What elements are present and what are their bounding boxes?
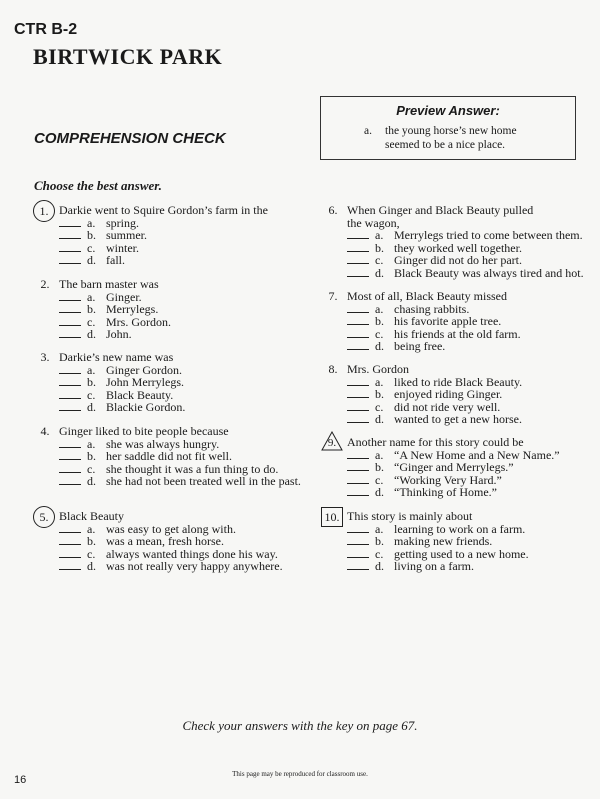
option-letter: d. — [375, 339, 384, 353]
answer-blank[interactable] — [59, 535, 81, 545]
answer-blank[interactable] — [347, 449, 369, 459]
question-number-triangle-mark — [321, 431, 343, 451]
answer-blank[interactable] — [59, 450, 81, 460]
question-stem: Another name for this story could be — [347, 435, 524, 449]
answer-option — [347, 460, 514, 474]
option-letter: c. — [375, 253, 384, 267]
option-text: learning to work on a farm. — [394, 521, 526, 536]
option-text: summer. — [106, 228, 147, 242]
answer-option — [59, 314, 171, 329]
option-text: winter. — [106, 240, 139, 255]
answer-option — [347, 240, 522, 255]
question-stem: When Ginger and Black Beauty pulled — [347, 203, 534, 217]
option-text: chasing rabbits. — [394, 301, 470, 316]
option-letter: a. — [375, 301, 384, 316]
option-text: Merrylegs. — [106, 302, 159, 316]
option-letter: a. — [375, 447, 384, 462]
answer-option — [59, 302, 159, 316]
option-letter: b. — [87, 449, 96, 463]
answer-blank[interactable] — [347, 328, 369, 338]
answer-blank[interactable] — [347, 401, 369, 411]
answer-blank[interactable] — [347, 523, 369, 533]
option-text: always wanted things done his way. — [106, 546, 278, 561]
option-letter: d. — [375, 485, 384, 499]
answer-blank[interactable] — [347, 242, 369, 252]
answer-option — [347, 339, 446, 353]
answer-blank[interactable] — [59, 242, 81, 252]
option-text: Black Beauty was always tired and hot. — [394, 265, 584, 280]
option-letter: d. — [375, 412, 384, 426]
answer-blank[interactable] — [347, 474, 369, 484]
answer-blank[interactable] — [59, 463, 81, 473]
answer-blank[interactable] — [59, 376, 81, 386]
option-text: was a mean, fresh horse. — [106, 534, 224, 548]
answer-option — [59, 289, 142, 304]
option-text: making new friends. — [394, 534, 493, 548]
option-text: she had not been treated well in the past. — [106, 474, 301, 488]
option-letter: a. — [375, 521, 384, 536]
answer-blank[interactable] — [59, 548, 81, 558]
worksheet-code: CTR B-2 — [14, 21, 78, 38]
question-stem: Darkie’s new name was — [59, 350, 174, 364]
answer-blank[interactable] — [59, 217, 81, 227]
page-title: BIRTWICK PARK — [33, 44, 223, 69]
answer-key-note: Check your answers with the key on page 67. — [182, 718, 418, 733]
answer-option — [347, 546, 529, 561]
option-letter: c. — [87, 387, 96, 402]
option-text: his friends at the old farm. — [394, 326, 521, 341]
answer-blank[interactable] — [59, 303, 81, 313]
option-text: fall. — [106, 253, 125, 267]
answer-option — [59, 400, 186, 414]
answer-blank[interactable] — [347, 267, 369, 277]
option-letter: a. — [87, 362, 96, 377]
question-number: 7. — [328, 289, 338, 303]
option-letter: b. — [87, 534, 96, 548]
option-letter: d. — [87, 253, 96, 267]
answer-blank[interactable] — [59, 291, 81, 301]
option-text: Ginger Gordon. — [106, 362, 182, 377]
answer-blank[interactable] — [347, 413, 369, 423]
option-text: was easy to get along with. — [106, 521, 236, 536]
question-stem: Mrs. Gordon — [347, 362, 409, 376]
option-text: liked to ride Black Beauty. — [394, 374, 523, 389]
answer-option — [59, 228, 147, 242]
answer-option — [347, 534, 493, 548]
question-stem: Darkie went to Squire Gordon’s farm in the — [59, 203, 268, 217]
option-letter: d. — [375, 559, 384, 573]
answer-option — [59, 449, 232, 463]
answer-option — [347, 521, 526, 536]
answer-option — [347, 253, 522, 267]
answer-option — [347, 399, 501, 414]
answer-option — [59, 474, 301, 488]
option-text: Merrylegs tried to come between them. — [394, 228, 583, 242]
option-letter: b. — [375, 240, 384, 255]
option-letter: c. — [87, 314, 96, 329]
question-number: 8. — [328, 362, 338, 376]
option-letter: c. — [375, 546, 384, 561]
question-number: 2. — [40, 277, 50, 291]
option-text: John. — [106, 327, 132, 341]
answer-blank[interactable] — [347, 535, 369, 545]
option-letter: c. — [87, 240, 96, 255]
instruction: Choose the best answer. — [34, 178, 162, 193]
option-text: wanted to get a new horse. — [394, 412, 522, 426]
answer-option — [347, 314, 502, 328]
option-letter: b. — [375, 387, 384, 401]
option-text: “A New Home and a New Name.” — [394, 447, 560, 462]
question-number: 6. — [328, 203, 338, 217]
option-letter: a. — [87, 436, 96, 451]
answer-blank[interactable] — [59, 328, 81, 338]
option-text: his favorite apple tree. — [394, 314, 502, 328]
preview-answer-title: Preview Answer: — [396, 103, 500, 118]
option-text: her saddle did not fit well. — [106, 449, 232, 463]
answer-option — [59, 215, 139, 230]
option-letter: d. — [87, 474, 96, 488]
answer-blank[interactable] — [347, 303, 369, 313]
question-stem: the wagon, — [347, 215, 400, 230]
option-text: John Merrylegs. — [106, 375, 184, 389]
answer-blank[interactable] — [59, 560, 81, 570]
option-letter: b. — [375, 314, 384, 328]
option-letter: d. — [87, 400, 96, 414]
answer-option — [347, 265, 584, 280]
option-text: Blackie Gordon. — [106, 400, 186, 414]
option-letter: d. — [375, 265, 384, 280]
answer-blank[interactable] — [59, 523, 81, 533]
answer-option — [347, 387, 503, 401]
answer-option — [59, 546, 278, 561]
question-stem: Black Beauty — [59, 509, 124, 523]
option-letter: d. — [87, 327, 96, 341]
answer-option — [347, 472, 502, 487]
option-letter: b. — [375, 534, 384, 548]
option-letter: b. — [375, 460, 384, 474]
option-letter: a. — [375, 228, 384, 242]
answer-option — [59, 461, 279, 476]
option-letter: c. — [375, 326, 384, 341]
answer-option — [347, 228, 583, 242]
question-number: 1. — [33, 200, 55, 222]
option-text: “Working Very Hard.” — [394, 472, 502, 487]
option-text: did not ride very well. — [394, 399, 501, 414]
option-letter: c. — [375, 472, 384, 487]
option-letter: a. — [87, 289, 96, 304]
option-text: enjoyed riding Ginger. — [394, 387, 503, 401]
option-text: “Thinking of Home.” — [394, 485, 497, 499]
option-letter: c. — [375, 399, 384, 414]
option-text: was not really very happy anywhere. — [106, 559, 283, 573]
answer-blank[interactable] — [59, 475, 81, 485]
answer-blank[interactable] — [59, 229, 81, 239]
preview-answer-line: the young horse’s new home — [385, 125, 517, 137]
option-letter: a. — [375, 374, 384, 389]
answer-blank[interactable] — [347, 340, 369, 350]
option-text: she thought it was a fun thing to do. — [106, 461, 279, 476]
answer-blank[interactable] — [59, 316, 81, 326]
answer-option — [59, 327, 132, 341]
option-letter: a. — [87, 215, 96, 230]
question-stem: This story is mainly about — [347, 509, 473, 523]
answer-option — [347, 326, 521, 341]
option-text: they worked well together. — [394, 240, 522, 255]
option-letter: d. — [87, 559, 96, 573]
option-text: spring. — [106, 215, 139, 230]
question-number: 9. — [327, 437, 337, 449]
answer-blank[interactable] — [347, 388, 369, 398]
answer-blank[interactable] — [347, 229, 369, 239]
option-text: Ginger. — [106, 289, 142, 304]
option-letter: b. — [87, 375, 96, 389]
answer-option — [59, 436, 220, 451]
section-title: COMPREHENSION CHECK — [34, 130, 226, 147]
option-text: Ginger did not do her part. — [394, 253, 522, 267]
answer-blank[interactable] — [59, 254, 81, 264]
answer-option — [347, 447, 560, 462]
answer-option — [59, 387, 174, 402]
answer-option — [59, 362, 182, 377]
reproduce-note: This page may be reproduced for classroom use. — [232, 770, 368, 778]
preview-answer-line: seemed to be a nice place. — [385, 139, 506, 151]
answer-option — [347, 374, 523, 389]
preview-answer-letter: a. — [364, 125, 372, 137]
answer-option — [59, 253, 125, 267]
answer-blank[interactable] — [59, 401, 81, 411]
question-stem: Ginger liked to bite people because — [59, 424, 229, 438]
question-number: 10. — [321, 507, 343, 527]
answer-blank[interactable] — [347, 376, 369, 386]
question-number: 5. — [33, 506, 55, 528]
answer-option — [347, 485, 497, 499]
answer-option — [59, 521, 236, 536]
answer-option — [59, 534, 224, 548]
option-text: Black Beauty. — [106, 387, 174, 402]
answer-blank[interactable] — [347, 486, 369, 496]
answer-option — [347, 301, 470, 316]
option-text: she was always hungry. — [106, 436, 220, 451]
page-number: 16 — [14, 774, 27, 786]
option-text: living on a farm. — [394, 559, 474, 573]
option-text: Mrs. Gordon. — [106, 314, 171, 329]
option-letter: b. — [87, 228, 96, 242]
answer-option — [347, 412, 522, 426]
answer-blank[interactable] — [347, 548, 369, 558]
option-text: getting used to a new home. — [394, 546, 529, 561]
question-number: 4. — [40, 424, 50, 438]
answer-option — [59, 559, 283, 573]
answer-blank[interactable] — [347, 461, 369, 471]
option-letter: a. — [87, 521, 96, 536]
answer-blank[interactable] — [59, 389, 81, 399]
option-text: being free. — [394, 339, 446, 353]
answer-blank[interactable] — [347, 254, 369, 264]
answer-blank[interactable] — [59, 364, 81, 374]
question-stem: Most of all, Black Beauty missed — [347, 289, 507, 303]
option-letter: c. — [87, 546, 96, 561]
preview-answer-box — [320, 96, 576, 160]
answer-blank[interactable] — [347, 315, 369, 325]
answer-blank[interactable] — [59, 438, 81, 448]
question-stem: The barn master was — [59, 277, 159, 291]
answer-option — [59, 375, 184, 389]
answer-option — [59, 240, 139, 255]
option-letter: c. — [87, 461, 96, 476]
option-text: “Ginger and Merrylegs.” — [394, 460, 514, 474]
answer-blank[interactable] — [347, 560, 369, 570]
question-number: 3. — [40, 350, 50, 364]
option-letter: b. — [87, 302, 96, 316]
answer-option — [347, 559, 474, 573]
